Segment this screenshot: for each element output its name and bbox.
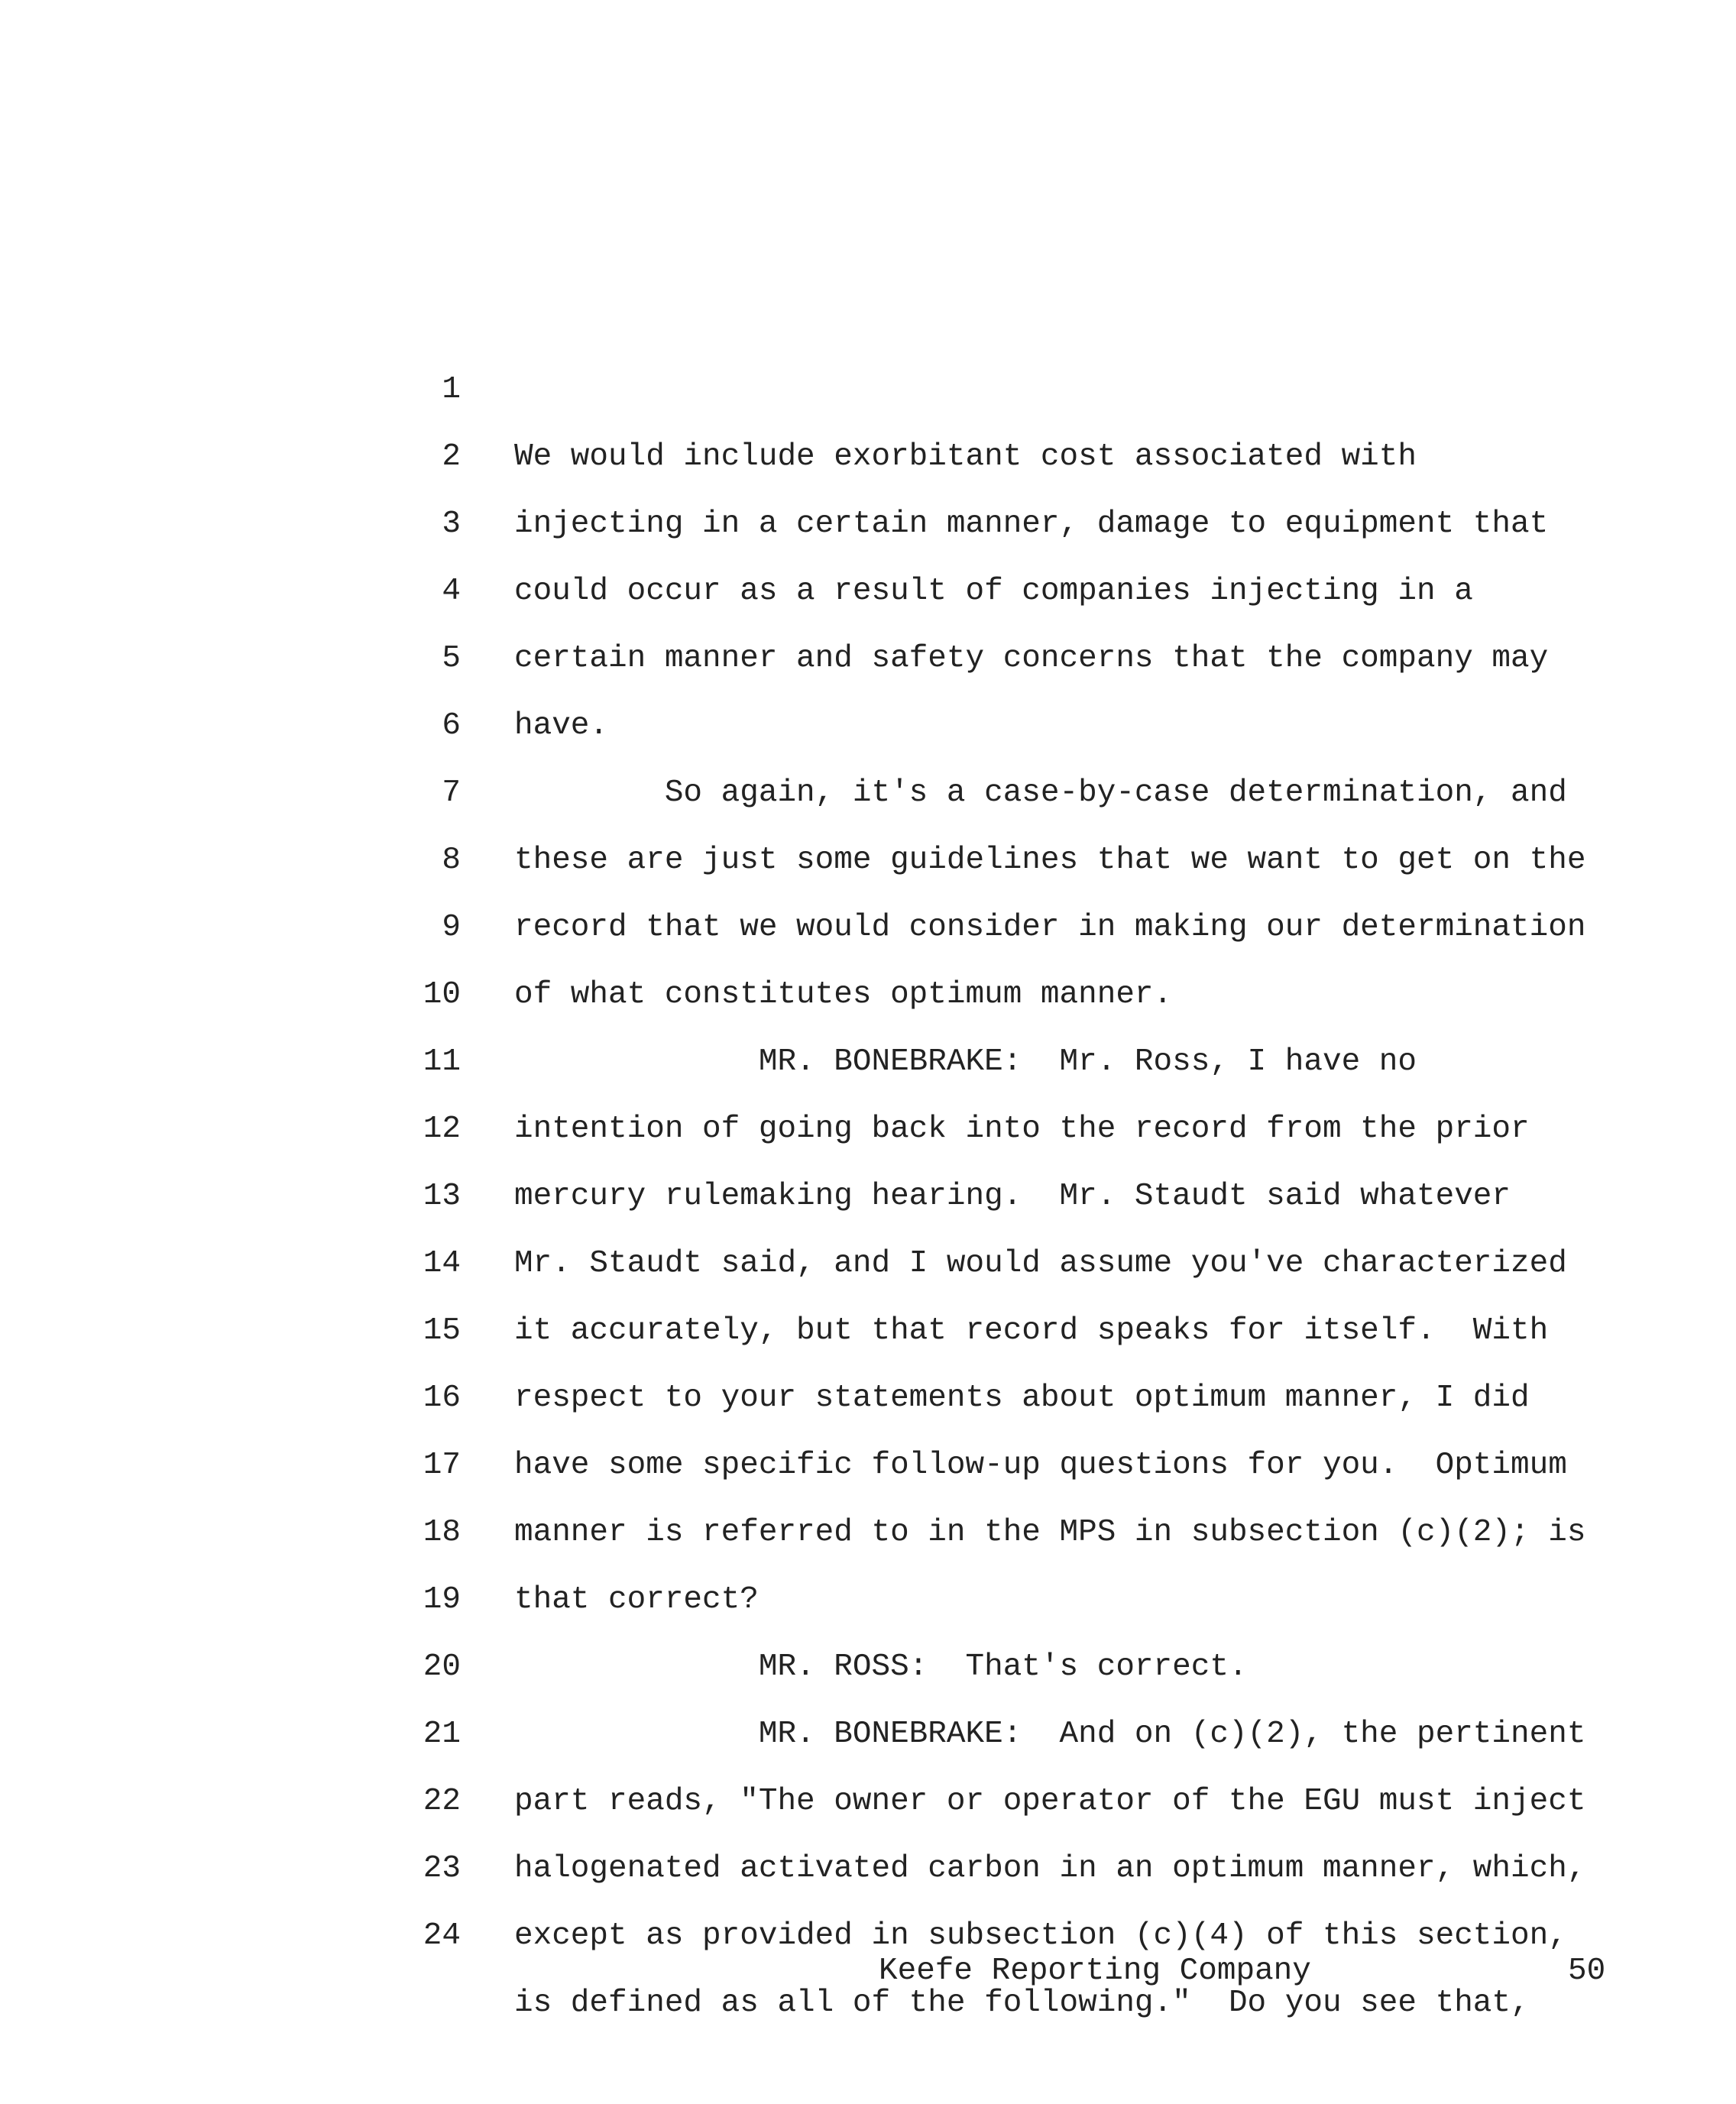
line-number: 3 xyxy=(442,507,461,542)
line-text: We would include exorbitant cost associated with xyxy=(514,439,1417,474)
line-text: Mr. Staudt said, and I would assume you've characterized xyxy=(514,1246,1567,1281)
line-text: could occur as a result of companies injecting in a xyxy=(514,574,1473,609)
line-text: of what constitutes optimum manner. xyxy=(514,977,1173,1012)
line-number: 22 xyxy=(423,1784,461,1819)
line-number: 8 xyxy=(442,843,461,878)
line-number: 13 xyxy=(423,1179,461,1214)
line-text: these are just some guidelines that we want to get on the xyxy=(514,843,1586,878)
line-number: 14 xyxy=(423,1246,461,1281)
line-number: 1 xyxy=(442,372,461,407)
line-number: 10 xyxy=(423,977,461,1012)
transcript-line-5 xyxy=(0,558,609,743)
line-number: 15 xyxy=(423,1313,461,1348)
line-text: is defined as all of the following." Do you see that, xyxy=(514,1986,1530,2021)
footer-page-number: 50 xyxy=(1568,1953,1606,1989)
line-text: intention of going back into the record from the prior xyxy=(514,1112,1530,1147)
line-text: record that we would consider in making our determination xyxy=(514,910,1586,945)
line-text: part reads, "The owner or operator of the EGU must inject xyxy=(514,1784,1586,1819)
footer-company-name: Keefe Reporting Company xyxy=(879,1953,1311,1989)
line-text: have. xyxy=(514,708,609,743)
transcript-line-1 xyxy=(0,289,1417,474)
line-text: So again, it's a case-by-case determination, and xyxy=(514,775,1567,811)
line-number: 2 xyxy=(442,439,461,474)
line-number: 18 xyxy=(423,1515,461,1550)
line-text: mercury rulemaking hearing. Mr. Staudt said whatever xyxy=(514,1179,1511,1214)
line-text: it accurately, but that record speaks for itself. With xyxy=(514,1313,1549,1348)
line-number: 21 xyxy=(423,1717,461,1752)
line-number: 23 xyxy=(423,1851,461,1886)
line-text: MR. BONEBRAKE: Mr. Ross, I have no xyxy=(514,1044,1417,1080)
line-number: 9 xyxy=(442,910,461,945)
line-number: 12 xyxy=(423,1112,461,1147)
line-text: MR. BONEBRAKE: And on (c)(2), the pertinent xyxy=(514,1717,1586,1752)
line-text: except as provided in subsection (c)(4) of this section, xyxy=(514,1918,1567,1953)
line-number: 17 xyxy=(423,1448,461,1483)
line-number: 6 xyxy=(442,708,461,743)
line-text: that correct? xyxy=(514,1582,759,1617)
line-number: 5 xyxy=(442,641,461,676)
line-number: 16 xyxy=(423,1381,461,1416)
line-text: injecting in a certain manner, damage to equipment that xyxy=(514,507,1549,542)
line-text: respect to your statements about optimum manner, I did xyxy=(514,1381,1530,1416)
line-text: halogenated activated carbon in an optimum manner, which, xyxy=(514,1851,1586,1886)
line-text: have some specific follow-up questions for you. Optimum xyxy=(514,1448,1567,1483)
line-text: manner is referred to in the MPS in subsection (c)(2); is xyxy=(514,1515,1586,1550)
line-text: certain manner and safety concerns that the company may xyxy=(514,641,1549,676)
line-number: 11 xyxy=(423,1044,461,1080)
line-text: MR. ROSS: That's correct. xyxy=(514,1649,1248,1685)
line-number: 7 xyxy=(442,775,461,811)
line-number: 4 xyxy=(442,574,461,609)
line-number: 24 xyxy=(423,1918,461,1953)
line-number: 20 xyxy=(423,1649,461,1685)
line-number: 19 xyxy=(423,1582,461,1617)
